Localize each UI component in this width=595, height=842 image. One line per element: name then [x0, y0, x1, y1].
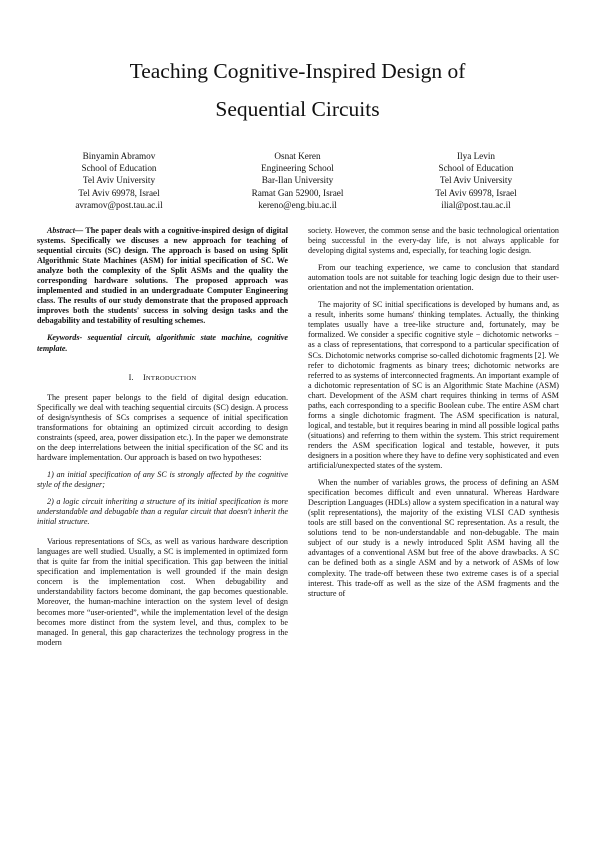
- specifications-paragraph: The majority of SC initial specifications is developed by humans and, as a result, inherits some humans' thinking templates. Actually, the thinking templates usually have a tree-like structure and, fortunately, may be formalized. We consider a specific cognitive style − dichotomic networks − as a class of representations, that correspond to a particular specification of SCs. Dichotomic networks comprise so-called dichotomic fragments [2]. We refer to dichotomic fragments as binary trees; dichotomic networks are referred to as systems of interconnected fragments. An important example of a dichotomic representation of SC is an Algorithmic State Machine (ASM) chart. Development of the ASM chart requires thinking in terms of ASM paths, each corresponding to a specific Boolean cube. The entire ASM chart forms a single dichotomic fragment. The ASM specification is natural, logical, and testable, but it requires bearing in mind all possible logical paths (situations) and referring to them within the system. This strict requirement renders the ASM specification logical and testable, however, it puts designers in a position where they have to define very sophisticated and even artificial/unexpected states of the system.: [308, 300, 559, 471]
- author-org: Tel Aviv University: [82, 175, 156, 186]
- keywords: [37, 333, 288, 353]
- author-email: avramov@post.tau.ac.il: [75, 199, 163, 210]
- author-address: Tel Aviv 69978, Israel: [435, 187, 517, 198]
- author-address: Ramat Gan 52900, Israel: [251, 187, 344, 198]
- author-name: Binyamin Abramov: [82, 151, 156, 161]
- author-name: Osnat Keren: [274, 151, 321, 161]
- abstract-label: Abstract: [47, 226, 75, 235]
- abstract-text: — The paper deals with a cognitive-inspired design of digital systems. Specifically we discuses a new approach for teaching of sequential circuits (SC) design. The approach is based on using Split Algorithmic State Machines (ASM) for initial specification of SC. We analyze both the complexity of the Split ASMs and the quality the corresponding hardware solutions. The proposed approach was implemented and studied in an undergraduate Computer Engineering class. The results of our study demonstrate that the proposed approach improves both the students' success in solving design tasks and the debagability and testability of resulting schemes.: [37, 226, 288, 326]
- author-dept: Engineering School: [261, 163, 334, 174]
- author-email: kereno@eng.biu.ac.il: [258, 199, 337, 210]
- continued-paragraph: society. However, the common sense and the basic technological orientation being successful in the every-day life, is not always applicable for developing digital systems and, especially, for teaching logic design.: [308, 226, 559, 256]
- intro-paragraph: The present paper belongs to the field of digital design education. Specifically we deal with teaching sequential circuits (SC) design. A process of design/synthesis of SCs comprises a sequence of initial specification transformations for obtaining an optimized circuit according to design constraints (speed, area, power dissipation etc.). In the paper we demonstrate on the deep interrelations between the initial specification of the SC and its hardware implementation. Our approach is based on two hypotheses:: [37, 392, 288, 462]
- paper-title: [40, 52, 555, 128]
- variables-paragraph: When the number of variables grows, the process of defining an ASM specification becomes difficult and even unnatural. Whereas Hardware Description Languages (HDLs) allow a system specification in a natural way (split representations), the majority of the existing VLSI CAD synthesis tools are still based on the conventional SC representation. As a result, the solutions tend to be non-understandable and non-debugable. The main subject of our study is a newly introduced Split ASM having all the advantages of a conventional ASM but free of the above drawbacks. A SC can be defined both as a single ASM and by a network of ASMs of low complexity. The trade-off between these two extreme cases is of a special interest. This trade-off as well as the size of the ASM fragments and the structure of: [308, 478, 559, 598]
- author-1: [30, 150, 208, 211]
- section-title-initial: I: [142, 372, 146, 382]
- keywords-text: sequential circuit, algorithmic state machine, cognitive template.: [37, 333, 288, 353]
- abstract: [37, 226, 288, 326]
- author-email: ilial@post.tau.ac.il: [441, 199, 511, 210]
- author-dept: School of Education: [438, 163, 514, 174]
- hypothesis-2: 2) a logic circuit inheriting a structure of its initial specification is more understandable and debugable than a regular circuit that doesn't inherit the initial structure.: [37, 497, 288, 527]
- author-block: [30, 150, 565, 211]
- section-title-rest: NTRODUCTION: [145, 374, 197, 382]
- title-line-1: Teaching Cognitive-Inspired Design of: [129, 59, 466, 83]
- author-org: Tel Aviv University: [439, 175, 513, 186]
- left-column: [37, 226, 288, 648]
- author-org: Bar-Ilan University: [261, 175, 334, 186]
- experience-paragraph: From our teaching experience, we came to conclusion that standard automation tools are not suitable for teaching logic design due to their user-orientation and not the implementation orientation.: [308, 263, 559, 293]
- representations-paragraph: Various representations of SCs, as well as various hardware description languages are well studied. Usually, a SC is implemented in optimized form that is quite far from the initial specification. This gap between the initial specification and implementation is well grounded if the main design concern is the implementation cost. When debugability and understandability factors become dominant, the gap becomes questionable. Moreover, the human-machine interaction on the system level of design becomes more “user-oriented”, while the implementation level of the design becomes more distinct from the system level, and thus, complex to be managed. In general, this gap characterizes the technology progress in the modern: [37, 537, 288, 647]
- section-heading-introduction: [37, 373, 288, 384]
- author-3: [387, 150, 565, 211]
- hypothesis-1: 1) an initial specification of any SC is strongly affected by the cognitive style of the designer;: [37, 469, 288, 489]
- author-name: Ilya Levin: [456, 151, 495, 161]
- right-column: [308, 226, 559, 599]
- author-dept: School of Education: [81, 163, 157, 174]
- title-line-2: Sequential Circuits: [215, 97, 380, 121]
- author-address: Tel Aviv 69978, Israel: [78, 187, 160, 198]
- author-2: [209, 150, 387, 211]
- section-number: I.: [128, 372, 134, 382]
- keywords-label: Keywords-: [47, 333, 83, 343]
